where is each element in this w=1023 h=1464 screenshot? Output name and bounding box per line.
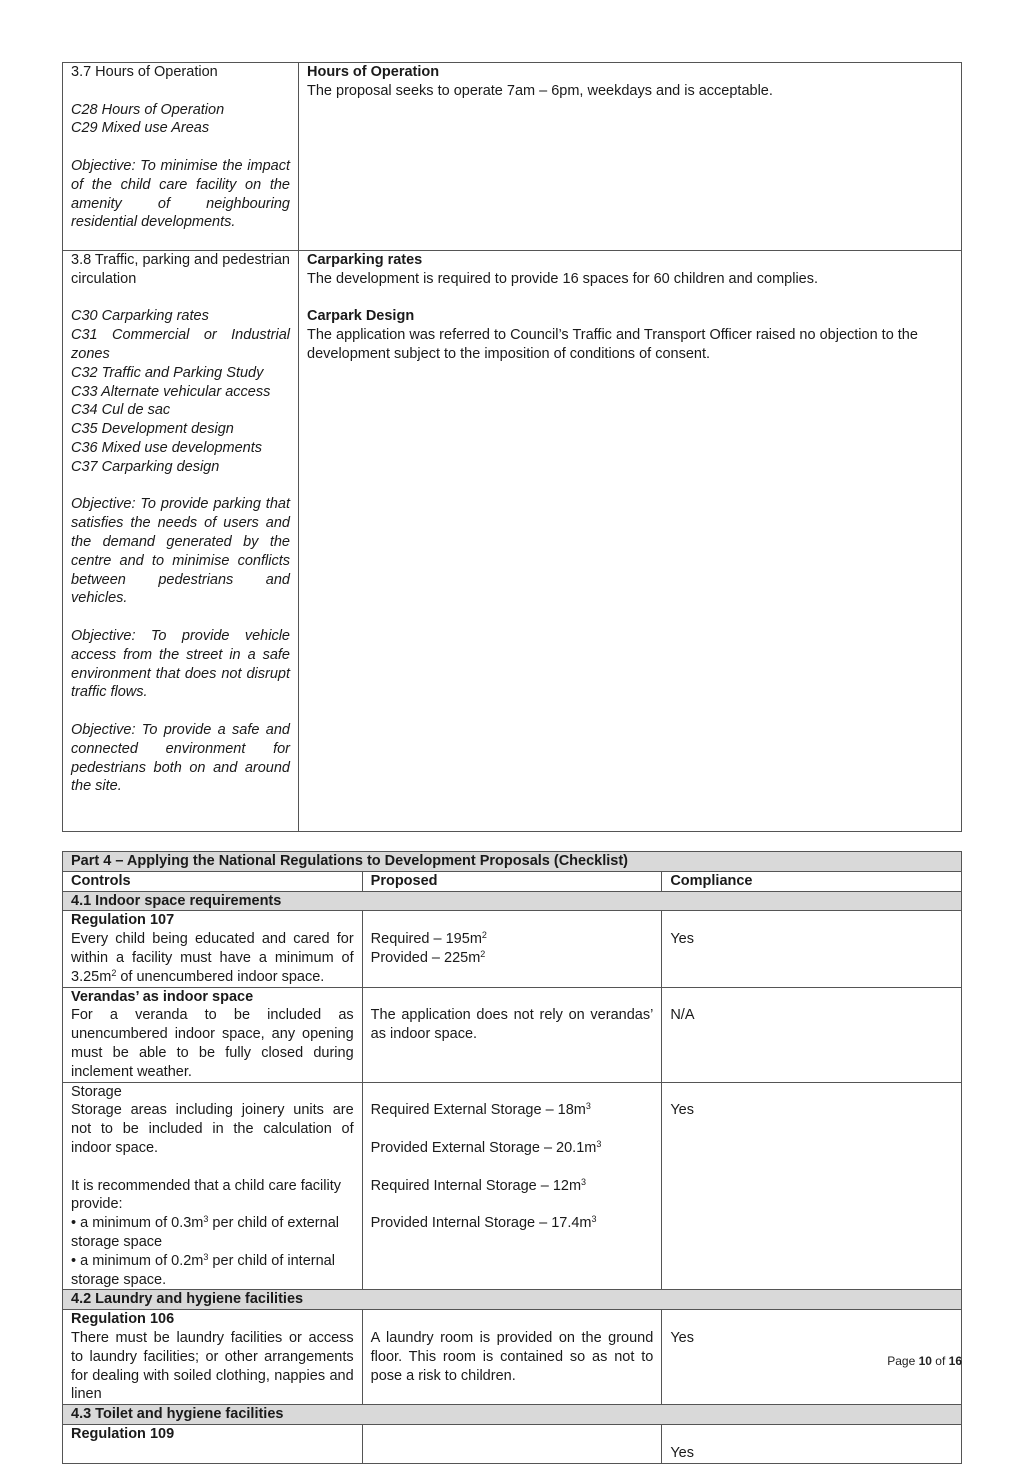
proposed-text: Required – 195m (370, 931, 482, 948)
assessment-table (62, 62, 962, 832)
superscript: 3 (585, 1101, 591, 1112)
control-item: C37 Carparking design (71, 458, 220, 475)
control-text: It is recommended that a child care facility provide: (71, 1177, 341, 1213)
proposed-text: Required Internal Storage – 12m (370, 1177, 582, 1194)
table-row (63, 891, 962, 911)
proposed-text: Provided – 225m (370, 949, 481, 966)
compliance-value: Yes (670, 1329, 694, 1346)
control-item: C29 Mixed use Areas (71, 120, 210, 137)
table-row (63, 987, 962, 1082)
table-row (63, 63, 962, 251)
superscript: 3 (203, 1214, 209, 1225)
control-item: C33 Alternate vehicular access (71, 383, 271, 400)
column-header: Compliance (662, 871, 962, 891)
proposed-text: Provided Internal Storage – 17.4m (370, 1215, 592, 1232)
control-text: Storage areas including joinery units are not to be included in the calculation of indoor space. (71, 1102, 354, 1156)
controls-cell (63, 1424, 363, 1463)
table-row (63, 911, 962, 987)
section-3-8-right (299, 251, 962, 832)
proposed-cell (362, 1424, 662, 1463)
table-row (63, 852, 962, 872)
control-item: C31 Commercial or Industrial zones (71, 327, 290, 362)
compliance-cell (662, 1424, 962, 1463)
proposed-text: A laundry room is provided on the ground floor. This room is contained so as not to pose a risk to children. (370, 1329, 654, 1384)
superscript: 2 (480, 948, 486, 959)
control-item: C32 Traffic and Parking Study (71, 364, 264, 381)
regulation-title: Verandas’ as indoor space (71, 988, 254, 1005)
checklist-table (62, 851, 962, 1464)
part-title: Part 4 – Applying the National Regulations to Development Proposals (Checklist) (63, 852, 962, 872)
section-3-8-left (63, 251, 299, 832)
objective-text: Objective: To minimise the impact of the child care facility on the amenity of neighbouring residential developments. (71, 157, 290, 231)
bullet-text: • a minimum of 0.3m (71, 1215, 204, 1232)
footer-mid: of (931, 1354, 949, 1368)
superscript: 2 (111, 967, 117, 978)
table-row (63, 1310, 962, 1405)
proposed-cell (362, 1082, 662, 1290)
control-text: Every child being educated and cared for within a facility must have a minimum of 3.25m (71, 931, 354, 985)
superscript: 3 (596, 1138, 602, 1149)
assessment-text: The development is required to provide 16 spaces for 60 children and complies. (307, 270, 819, 287)
objective-text: Objective: To provide vehicle access from the street in a safe environment that does not disrupt traffic flows. (71, 627, 290, 701)
objective-text: Objective: To provide parking that satisfies the needs of users and the demand generated by the centre and to minimise conflicts between pedestrians and vehicles. (71, 496, 290, 607)
proposed-text: The application does not rely on verandas’ as indoor space. (370, 1007, 654, 1043)
bullet-text: • a minimum of 0.2m (71, 1252, 204, 1269)
section-title: 3.7 Hours of Operation (71, 64, 218, 80)
proposed-text: Provided External Storage – 20.1m (370, 1139, 597, 1156)
superscript: 2 (481, 930, 487, 941)
section-title: 3.8 Traffic, parking and pedestrian circulation (71, 252, 290, 287)
regulation-title: Regulation 107 (71, 912, 175, 929)
assessment-heading: Hours of Operation (307, 64, 440, 80)
control-item: C35 Development design (71, 421, 234, 438)
superscript: 3 (203, 1251, 209, 1262)
compliance-cell (662, 911, 962, 987)
column-header: Controls (63, 871, 363, 891)
table-row (63, 1082, 962, 1290)
proposed-text: Required External Storage – 18m (370, 1102, 586, 1119)
compliance-value: Yes (670, 1444, 694, 1461)
table-row (63, 1405, 962, 1425)
section-heading: 4.1 Indoor space requirements (63, 891, 962, 911)
control-item: C36 Mixed use developments (71, 439, 263, 456)
controls-cell (63, 1082, 363, 1290)
controls-cell (63, 987, 363, 1082)
table-row (63, 1290, 962, 1310)
compliance-value: N/A (670, 1007, 695, 1024)
table-row (63, 1424, 962, 1463)
bullet-text: per child of internal storage space. (71, 1252, 335, 1288)
section-3-7-left (63, 63, 299, 251)
assessment-text: The application was referred to Council’s Traffic and Transport Officer raised no objection to the development subject to the imposition of conditions of consent. (307, 327, 918, 362)
column-header: Proposed (362, 871, 662, 891)
page-total: 16 (948, 1354, 962, 1368)
controls-cell (63, 1310, 363, 1405)
assessment-heading: Carparking rates (307, 252, 423, 268)
bullet-text: per child of external storage space (71, 1215, 339, 1250)
page-number: 10 (918, 1354, 932, 1368)
control-item: C34 Cul de sac (71, 402, 171, 419)
table-row (63, 251, 962, 832)
controls-cell (63, 911, 363, 987)
footer-prefix: Page (887, 1354, 919, 1368)
document-page (62, 62, 962, 1464)
page-footer (887, 1354, 962, 1368)
regulation-title: Storage (71, 1083, 122, 1100)
compliance-value: Yes (670, 1102, 694, 1119)
control-item: C28 Hours of Operation (71, 101, 225, 118)
assessment-text: The proposal seeks to operate 7am – 6pm, weekdays and is acceptable. (307, 82, 773, 99)
superscript: 3 (591, 1214, 597, 1225)
control-text: There must be laundry facilities or access to laundry facilities; or other arrangements for dealing with soiled clothing, nappies and linen (71, 1329, 354, 1403)
proposed-cell (362, 987, 662, 1082)
regulation-title: Regulation 109 (71, 1425, 175, 1442)
compliance-value: Yes (670, 931, 694, 948)
control-item: C30 Carparking rates (71, 308, 209, 325)
proposed-cell (362, 1310, 662, 1405)
control-text: of unencumbered indoor space. (116, 968, 325, 985)
superscript: 3 (581, 1176, 587, 1187)
assessment-heading: Carpark Design (307, 308, 415, 325)
objective-text: Objective: To provide a safe and connected environment for pedestrians both on and around the site. (71, 721, 290, 795)
compliance-cell (662, 1082, 962, 1290)
control-text: For a veranda to be included as unencumbered indoor space, any opening must be able to be fully closed during inclement weather. (71, 1007, 354, 1080)
table-header-row (63, 871, 962, 891)
proposed-cell (362, 911, 662, 987)
section-heading: 4.3 Toilet and hygiene facilities (63, 1405, 962, 1425)
compliance-cell (662, 987, 962, 1082)
section-heading: 4.2 Laundry and hygiene facilities (63, 1290, 962, 1310)
regulation-title: Regulation 106 (71, 1311, 175, 1328)
section-3-7-right (299, 63, 962, 251)
